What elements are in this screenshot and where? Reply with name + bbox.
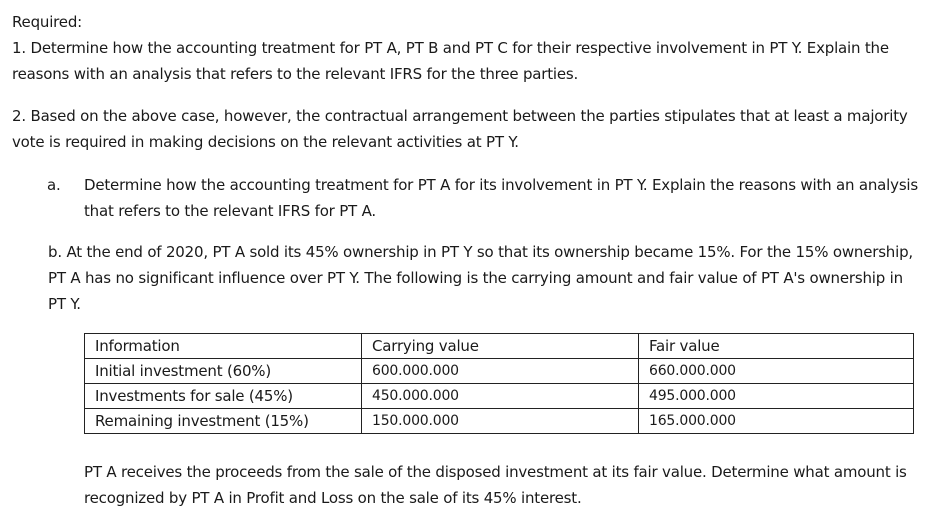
part-a-text: Determine how the accounting treatment for PT A for its involvement in PT Y. Explain the reasons with an analysis that refers to the relevant IFRS for PT A. bbox=[84, 176, 919, 220]
final-question: PT A receives the proceeds from the sale of the disposed investment at its fair value. Determine what amount is recognized by PT A in Profit and Loss on the sale of its 45% interest. bbox=[84, 463, 907, 507]
carrying-value-cell: 600.000.000 bbox=[362, 359, 639, 384]
question-2: 2. Based on the above case, however, the contractual arrangement between the parties stipulates that at least a majority vote is required in making decisions on the relevant activities at PT Y. bbox=[12, 107, 908, 151]
table-row bbox=[85, 409, 914, 434]
fair-value-cell: 165.000.000 bbox=[639, 409, 914, 434]
part-b-text: b. At the end of 2020, PT A sold its 45% ownership in PT Y so that its ownership became 15%. For the 15% ownership, PT A has no significant influence over PT Y. The following is the carrying amount and fair value of PT A's ownership in PT Y. bbox=[48, 243, 913, 313]
required-heading: Required: bbox=[12, 13, 83, 31]
row-label: Remaining investment (15%) bbox=[85, 409, 362, 434]
fair-value-cell: 495.000.000 bbox=[639, 384, 914, 409]
fair-value-cell: 660.000.000 bbox=[639, 359, 914, 384]
table-row bbox=[85, 384, 914, 409]
row-label: Investments for sale (45%) bbox=[85, 384, 362, 409]
header-carrying-value: Carrying value bbox=[362, 334, 639, 359]
investment-table bbox=[84, 333, 914, 434]
carrying-value-cell: 150.000.000 bbox=[362, 409, 639, 434]
header-information: Information bbox=[85, 334, 362, 359]
question-1: 1. Determine how the accounting treatment for PT A, PT B and PT C for their respective involvement in PT Y. Explain the reasons with an analysis that refers to the relevant IFRS for the three parties. bbox=[12, 39, 889, 83]
row-label: Initial investment (60%) bbox=[85, 359, 362, 384]
header-fair-value: Fair value bbox=[639, 334, 914, 359]
table-row bbox=[85, 359, 914, 384]
part-a-letter: a. bbox=[47, 176, 61, 194]
carrying-value-cell: 450.000.000 bbox=[362, 384, 639, 409]
table-header-row bbox=[85, 334, 914, 359]
